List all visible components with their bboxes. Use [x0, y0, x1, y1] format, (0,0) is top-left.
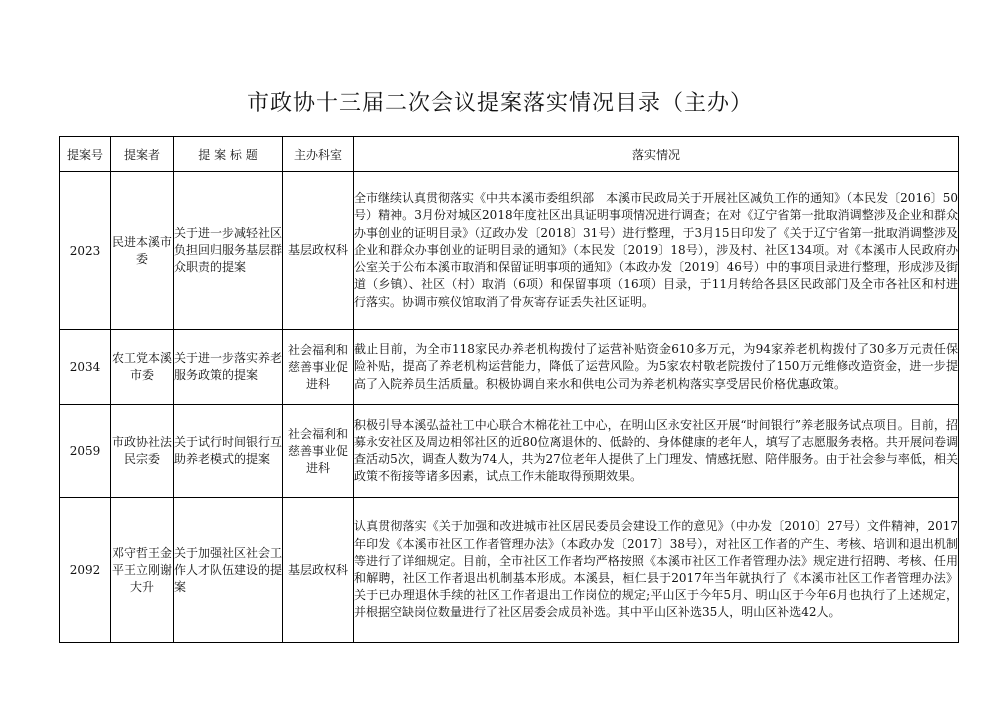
table-row — [60, 330, 959, 405]
cell-number: 2023 — [60, 172, 111, 330]
cell-subject: 关于试行时间银行互助养老模式的提案 — [174, 405, 283, 498]
table-row — [60, 498, 959, 643]
cell-implementation: 截止目前，为全市118家民办养老机构拨付了运营补贴资金610多万元，为94家养老机构拨付了30多万元责任保险补贴，提高了养老机构运营能力，降低了运营风险。为5家农村敬老院拨付了150万元维修改造资金，进一步提高了入院养员生活质量。积极协调自来水和供电公司为养老机构落实享受居民价格优惠政策。 — [354, 330, 959, 405]
cell-office: 基层政权科 — [283, 172, 354, 330]
cell-subject: 关于加强社区社会工作人才队伍建设的提案 — [174, 498, 283, 643]
cell-proposer: 农工党本溪市委 — [111, 330, 174, 405]
cell-subject: 关于进一步落实养老服务政策的提案 — [174, 330, 283, 405]
cell-number: 2092 — [60, 498, 111, 643]
cell-number: 2059 — [60, 405, 111, 498]
cell-office: 社会福利和慈善事业促进科 — [283, 405, 354, 498]
table-row — [60, 172, 959, 330]
proposal-table — [59, 136, 959, 643]
page-title: 市政协十三届二次会议提案落实情况目录（主办） — [246, 91, 753, 116]
cell-proposer: 邓守哲王金平王立刚谢大升 — [111, 498, 174, 643]
header-number: 提案号 — [60, 137, 111, 172]
cell-office: 社会福利和慈善事业促进科 — [283, 330, 354, 405]
cell-office: 基层政权科 — [283, 498, 354, 643]
cell-proposer: 市政协社法民宗委 — [111, 405, 174, 498]
cell-implementation: 认真贯彻落实《关于加强和改进城市社区居民委员会建设工作的意见》（中办发〔2010〕27号）文件精神，2017年印发《本溪市社区工作者管理办法》（本政办发〔2017〕38号），对社区工作者的产生、考核、培训和退出机制等进行了详细规定。目前，全市社区工作者均严格按照《本溪市社区工作者管理办法》规定进行招聘、考核、任用和解聘，社区工作者退出机制基本形成。本溪县，桓仁县于2017年当年就执行了《本溪市社区工作者管理办法》关于已办理退休手续的社区工作者退出工作岗位的规定;平山区于今年5月、明山区于今年6月也执行了上述规定，并根据空缺岗位数量进行了社区居委会成员补选。其中平山区补选35人，明山区补选42人。 — [354, 498, 959, 643]
cell-subject: 关于进一步减轻社区负担回归服务基层群众职责的提案 — [174, 172, 283, 330]
cell-proposer: 民进本溪市委 — [111, 172, 174, 330]
header-subject: 提 案 标 题 — [174, 137, 283, 172]
header-implementation: 落实情况 — [354, 137, 959, 172]
table-row — [60, 405, 959, 498]
cell-implementation: 积极引导本溪弘益社工中心联合木棉花社工中心，在明山区永安社区开展“时间银行”养老服务试点项目。目前，招募永安社区及周边相邻社区的近80位离退休的、低龄的、身体健康的老年人，填写了志愿服务表格。共开展问卷调查活动5次，调查人数为74人，共为27位老年人提供了上门理发、情感抚慰、陪伴服务。由于社会参与率低，相关政策不衔接等诸多因素，试点工作未能取得预期效果。 — [354, 405, 959, 498]
header-office: 主办科室 — [283, 137, 354, 172]
table-header-row — [60, 137, 959, 172]
header-proposer: 提案者 — [111, 137, 174, 172]
cell-number: 2034 — [60, 330, 111, 405]
cell-implementation: 全市继续认真贯彻落实《中共本溪市委组织部 本溪市民政局关于开展社区减负工作的通知》（本民发〔2016〕50号）精神。3月份对城区2018年度社区出具证明事项情况进行调查；在对《辽宁省第一批取消调整涉及企业和群众办事创业的证明目录》（辽政办发〔2018〕31号）进行整理，于3月15日印发了《关于辽宁省第一批取消调整涉及企业和群众办事创业的证明目录的通知》（本民发〔2019〕18号），涉及村、社区134项。对《本溪市人民政府办公室关于公布本溪市取消和保留证明事项的通知》（本政办发〔2019〕46号）中的事项目录进行整理，形成涉及街道（乡镇）、社区（村）取消（6项）和保留事项（16项）目录，于11月转给各县区民政部门及全市各社区和村进行落实。协调市殡仪馆取消了骨灰寄存证丢失社区证明。 — [354, 172, 959, 330]
